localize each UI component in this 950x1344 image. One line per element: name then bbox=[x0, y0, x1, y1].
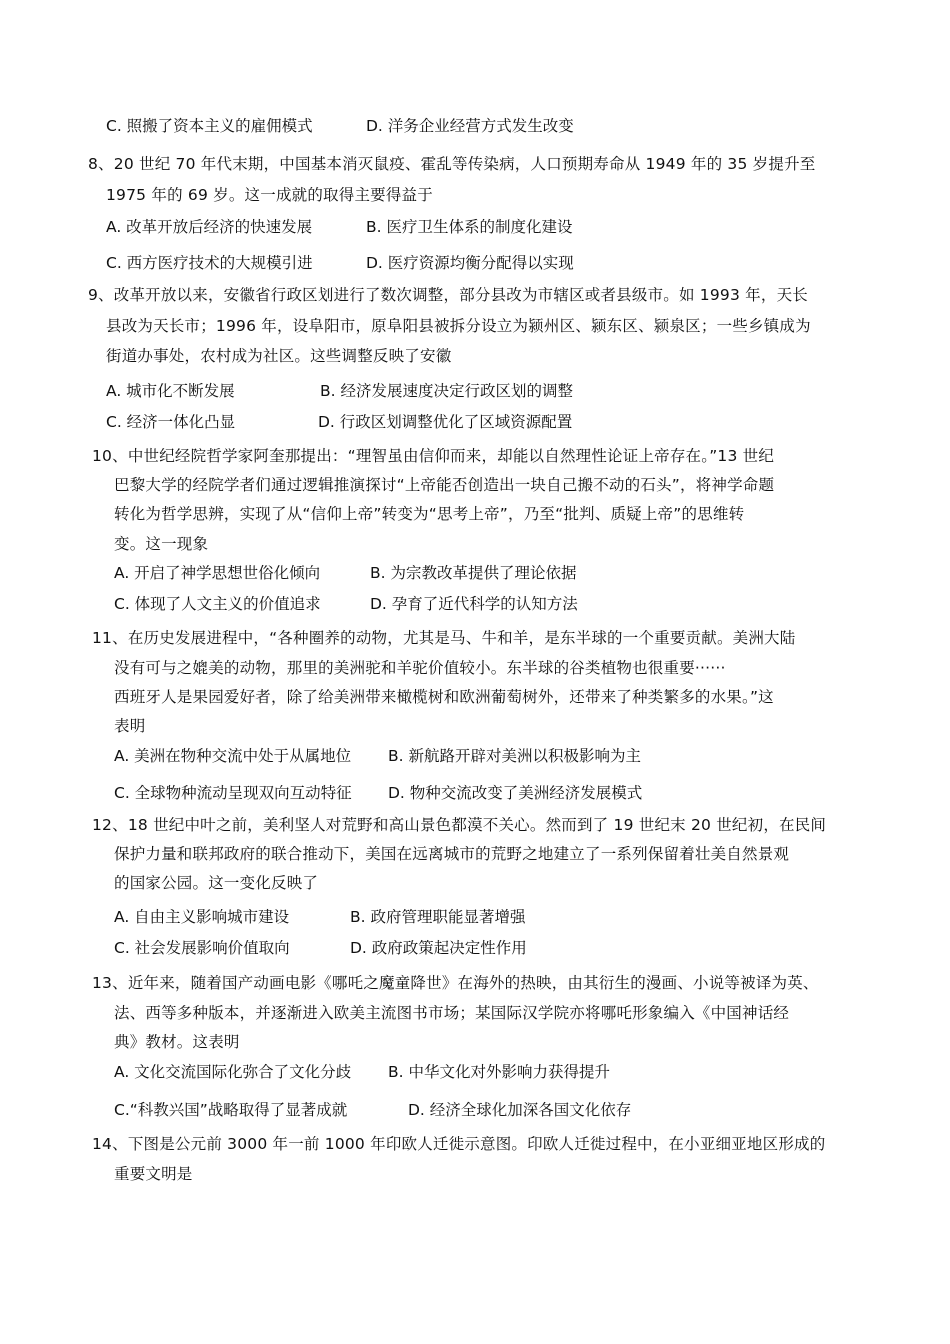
q9-option-c: C. 经济一体化凸显 bbox=[106, 413, 236, 431]
q14-stem-line-2: 重要文明是 bbox=[114, 1165, 193, 1183]
q10-option-d: D. 孕育了近代科学的认知方法 bbox=[370, 595, 578, 613]
q7-option-c: C. 照搬了资本主义的雇佣模式 bbox=[106, 117, 313, 135]
q9-stem-line-3: 街道办事处，农村成为社区。这些调整反映了安徽 bbox=[106, 347, 452, 365]
q12-option-c: C. 社会发展影响价值取向 bbox=[114, 939, 290, 957]
q12-stem-line-2: 保护力量和联邦政府的联合推动下，美国在远离城市的荒野之地建立了一系列保留着壮美自然景观 bbox=[114, 845, 790, 863]
q9-stem-line-2: 县改为天长市；1996 年，设阜阳市，原阜阳县被拆分设立为颍州区、颍东区、颍泉区；一些乡镇成为 bbox=[106, 317, 811, 335]
q13-stem-line-2: 法、西等多种版本，并逐渐进入欧美主流图书市场；某国际汉学院亦将哪吒形象编入《中国神话经 bbox=[114, 1004, 790, 1022]
q8-stem-line-2: 1975 年的 69 岁。这一成就的取得主要得益于 bbox=[106, 186, 433, 204]
q11-stem-line-4: 表明 bbox=[114, 717, 146, 735]
q12-option-d: D. 政府政策起决定性作用 bbox=[350, 939, 527, 957]
q10-option-b: B. 为宗教改革提供了理论依据 bbox=[370, 564, 577, 582]
q10-option-c: C. 体现了人文主义的价值追求 bbox=[114, 595, 321, 613]
q11-option-d: D. 物种交流改变了美洲经济发展模式 bbox=[388, 784, 643, 802]
q13-option-a: A. 文化交流国际化弥合了文化分歧 bbox=[114, 1063, 352, 1081]
q8-option-c: C. 西方医疗技术的大规模引进 bbox=[106, 254, 313, 272]
q8-stem-line-1: 8、20 世纪 70 年代末期，中国基本消灭鼠疫、霍乱等传染病，人口预期寿命从 1949 年的 35 岁提升至 bbox=[88, 155, 816, 173]
q11-stem-line-1: 11、在历史发展进程中，“各种圈养的动物，尤其是马、牛和羊，是东半球的一个重要贡献。美洲大陆 bbox=[92, 629, 796, 647]
q10-stem-line-4: 变。这一现象 bbox=[114, 535, 209, 553]
q11-stem-line-2: 没有可与之媲美的动物，那里的美洲驼和羊驼价值较小。东半球的谷类植物也很重要······ bbox=[114, 659, 726, 677]
q13-stem-line-1: 13、近年来，随着国产动画电影《哪吒之魔童降世》在海外的热映，由其衍生的漫画、小说等被译为英、 bbox=[92, 974, 819, 992]
q12-stem-line-1: 12、18 世纪中叶之前，美利坚人对荒野和高山景色都漠不关心。然而到了 19 世纪末 20 世纪初，在民间 bbox=[92, 816, 827, 834]
q10-stem-line-2: 巴黎大学的经院学者们通过逻辑推演探讨“上帝能否创造出一块自己搬不动的石头”，将神学命题 bbox=[114, 476, 775, 494]
q12-option-a: A. 自由主义影响城市建设 bbox=[114, 908, 290, 926]
q12-option-b: B. 政府管理职能显著增强 bbox=[350, 908, 526, 926]
q11-option-c: C. 全球物种流动呈现双向互动特征 bbox=[114, 784, 352, 802]
q7-option-d: D. 洋务企业经营方式发生改变 bbox=[366, 117, 574, 135]
q13-option-d: D. 经济全球化加深各国文化依存 bbox=[408, 1101, 632, 1119]
q8-option-a: A. 改革开放后经济的快速发展 bbox=[106, 218, 313, 236]
q10-option-a: A. 开启了神学思想世俗化倾向 bbox=[114, 564, 321, 582]
q11-stem-line-3: 西班牙人是果园爱好者，除了给美洲带来橄榄树和欧洲葡萄树外，还带来了种类繁多的水果。”这 bbox=[114, 688, 774, 706]
q8-option-b: B. 医疗卫生体系的制度化建设 bbox=[366, 218, 573, 236]
q9-option-b: B. 经济发展速度决定行政区划的调整 bbox=[320, 382, 573, 400]
q11-option-b: B. 新航路开辟对美洲以积极影响为主 bbox=[388, 747, 641, 765]
q9-stem-line-1: 9、改革开放以来，安徽省行政区划进行了数次调整，部分县改为市辖区或者县级市。如 1993 年，天长 bbox=[88, 286, 808, 304]
q13-option-c: C.“科教兴国”战略取得了显著成就 bbox=[114, 1101, 348, 1119]
q8-option-d: D. 医疗资源均衡分配得以实现 bbox=[366, 254, 574, 272]
q12-stem-line-3: 的国家公园。这一变化反映了 bbox=[114, 874, 319, 892]
q10-stem-line-3: 转化为哲学思辨，实现了从“信仰上帝”转变为“思考上帝”，乃至“批判、质疑上帝”的思维转 bbox=[114, 505, 745, 523]
q9-option-d: D. 行政区划调整优化了区域资源配置 bbox=[318, 413, 573, 431]
q13-option-b: B. 中华文化对外影响力获得提升 bbox=[388, 1063, 610, 1081]
q13-stem-line-3: 典》教材。这表明 bbox=[114, 1033, 240, 1051]
q14-stem-line-1: 14、下图是公元前 3000 年一前 1000 年印欧人迁徙示意图。印欧人迁徙过程中，在小亚细亚地区形成的 bbox=[92, 1135, 826, 1153]
q9-option-a: A. 城市化不断发展 bbox=[106, 382, 235, 400]
q11-option-a: A. 美洲在物种交流中处于从属地位 bbox=[114, 747, 352, 765]
q10-stem-line-1: 10、中世纪经院哲学家阿奎那提出：“理智虽由信仰而来，却能以自然理性论证上帝存在。”13 世纪 bbox=[92, 447, 775, 465]
